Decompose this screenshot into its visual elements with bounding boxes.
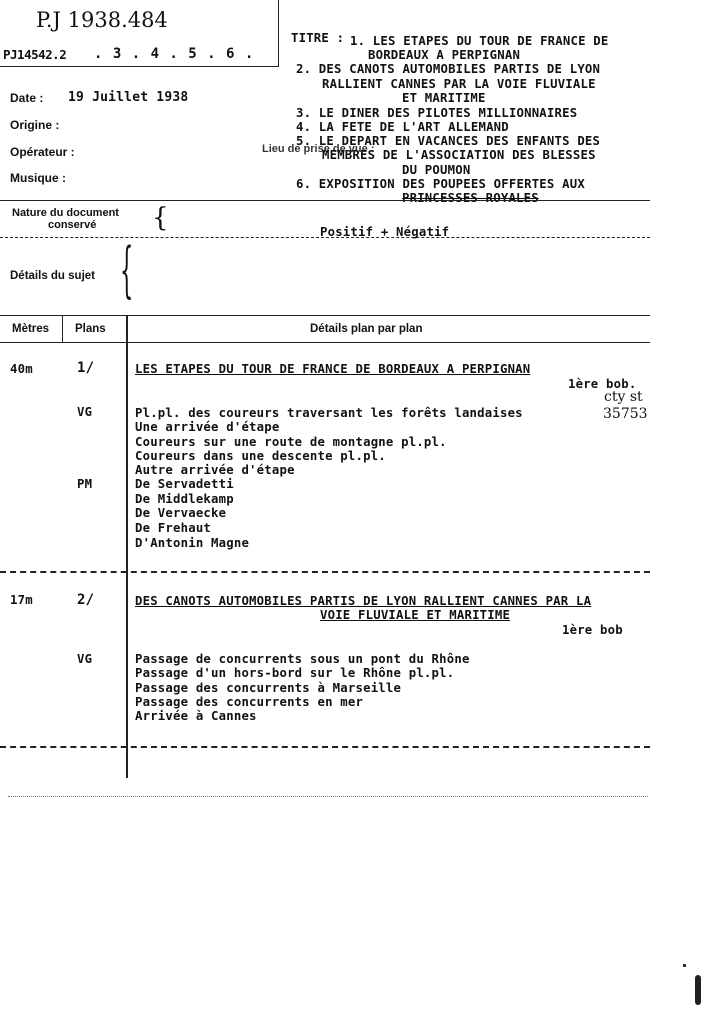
header-box-right-border [278,0,279,66]
scan-speck [683,964,686,967]
date-label: Date : [10,91,44,105]
col-divider-metres-plans [62,316,63,342]
section1-line-9: De Frehaut [135,521,212,535]
titre-line-12: PRINCESSES ROYALES [402,191,539,205]
details-sujet-brace: { [120,235,134,305]
titre-line-4: RALLIENT CANNES PAR LA VOIE FLUVIALE [322,77,596,91]
rule-below-table-header [0,342,650,343]
section1-line-4: Coureurs dans une descente pl.pl. [135,449,386,463]
titre-line-3: 2. DES CANOTS AUTOMOBILES PARTIS DE LYON [296,62,601,76]
section1-line-10: D'Antonin Magne [135,536,250,550]
section-divider-2 [0,746,650,748]
nature-brace: { [152,203,169,233]
section1-line-6: De Servadetti [135,477,234,491]
titre-line-10: DU POUMON [402,163,471,177]
col-header-details: Détails plan par plan [310,323,423,335]
section2-plan-vg: VG [77,652,93,666]
sequence-numbers: . 3 . 4 . 5 . 6 . [94,46,255,62]
origine-label: Origine : [10,118,60,132]
titre-line-7: 4. LA FETE DE L'ART ALLEMAND [296,120,509,134]
section2-bob: 1ère bob [562,623,623,637]
section1-plan-vg: VG [77,405,93,419]
section2-metres: 17m [10,593,33,607]
titre-line-6: 3. LE DINER DES PILOTES MILLIONNAIRES [296,106,578,120]
section1-bob: 1ère bob. [568,377,637,391]
section2-number: 2/ [77,592,95,608]
titre-line-11: 6. EXPOSITION DES POUPEES OFFERTES AUX [296,177,585,191]
nature-value: Positif + Négatif [320,225,450,239]
bottom-dotted-rule [8,796,648,797]
operateur-label: Opérateur : [10,145,75,159]
titre-line-9: MEMBRES DE L'ASSOCIATION DES BLESSES [322,148,596,162]
section2-title-2: VOIE FLUVIALE ET MARITIME [320,608,511,622]
titre-line-2: BORDEAUX A PERPIGNAN [368,48,521,62]
section2-line-2: Passage d'un hors-bord sur le Rhône pl.pl. [135,666,455,680]
handwritten-reference: P.J 1938.484 [36,8,168,32]
section1-line-5: Autre arrivée d'étape [135,463,295,477]
id-code: PJ14542.2 [3,47,67,62]
rule-below-nature [0,237,650,238]
section2-line-5: Arrivée à Cannes [135,709,257,723]
section1-number: 1/ [77,360,95,376]
col-divider-plans-details [126,316,128,778]
rule-above-table-header [0,315,650,316]
section1-line-7: De Middlekamp [135,492,234,506]
section1-title: LES ETAPES DU TOUR DE FRANCE DE BORDEAUX A PERPIGNAN [135,362,531,376]
section-divider-1 [0,571,650,573]
section1-handnote-2: 35753 [603,406,648,422]
section1-line-1: Pl.pl. des coureurs traversant les forêts landaises [135,406,523,420]
col-header-metres: Mètres [12,323,50,335]
nature-label-2: conservé [48,219,97,231]
titre-line-8: 5. LE DEPART EN VACANCES DES ENFANTS DES [296,134,601,148]
section2-title-1: DES CANOTS AUTOMOBILES PARTIS DE LYON RALLIENT CANNES PAR LA [135,594,592,608]
section1-handnote-1: cty st [604,389,643,405]
titre-line-5: ET MARITIME [402,91,486,105]
details-sujet-label: Détails du sujet [10,270,95,282]
date-value: 19 Juillet 1938 [68,90,189,105]
nature-label-1: Nature du document [12,207,119,219]
titre-label: TITRE : [291,31,345,45]
section1-line-2: Une arrivée d'étape [135,420,280,434]
section1-line-8: De Vervaecke [135,506,227,520]
col-header-plans: Plans [75,323,106,335]
header-box-bottom-border [0,66,279,67]
section1-line-3: Coureurs sur une route de montagne pl.pl. [135,435,447,449]
lieu-label: Lieu de prise de vue : [262,143,375,155]
scan-edge-mark [695,975,701,1005]
section2-line-3: Passage des concurrents à Marseille [135,681,402,695]
titre-line-1: 1. LES ETAPES DU TOUR DE FRANCE DE [350,34,609,48]
rule-above-nature [0,200,650,201]
section2-line-4: Passage des concurrents en mer [135,695,364,709]
section1-metres: 40m [10,362,33,376]
section1-plan-pm: PM [77,477,93,491]
musique-label: Musique : [10,171,66,185]
section2-line-1: Passage de concurrents sous un pont du Rhône [135,652,470,666]
